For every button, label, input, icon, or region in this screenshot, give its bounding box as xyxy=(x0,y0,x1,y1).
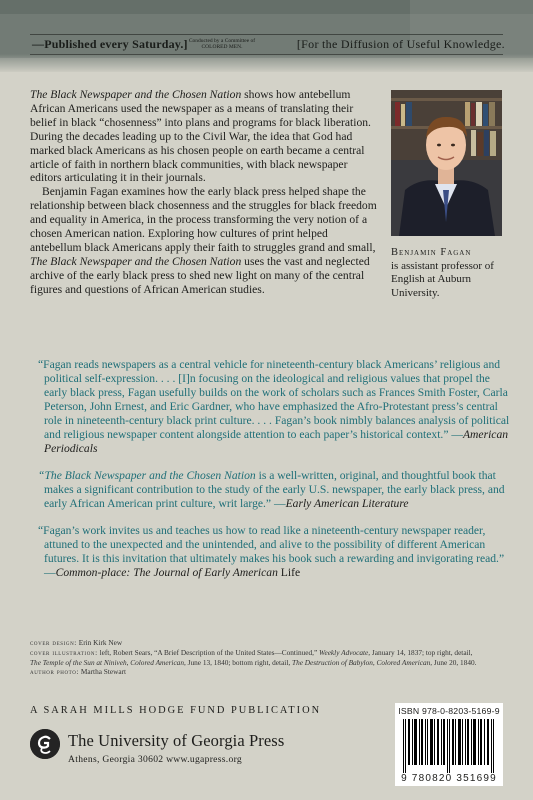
credit-publication: Colored American xyxy=(376,657,431,667)
description-paragraph-1 xyxy=(30,88,378,185)
book-description xyxy=(30,88,378,297)
description-text-1: shows how antebellum African Americans used the newspaper as a means of translating their belief in black “chosenness” into plans and programs for black liberation. During the decades leading up to the Civil War, the idea that God had marked black Americans as his chosen people on earth became a central article of faith in northern black communities, with black newspaper editors articulating it in their journals. xyxy=(30,88,371,185)
quote-source: Early American Literature xyxy=(285,497,409,510)
book-title-inline: The Black Newspaper and the Chosen Nation xyxy=(30,88,242,101)
press-g-logo-icon xyxy=(30,729,60,759)
credit-value: Erin Kirk New xyxy=(78,638,123,647)
quote-lead-title: “The Black Newspaper and the Chosen Nation xyxy=(38,469,256,482)
credit-label: cover design: xyxy=(30,638,77,647)
isbn-barcode xyxy=(395,703,503,786)
barcode-bars xyxy=(401,719,497,773)
credit-text: left, Robert Sears, “A Brief Description of the United States—Continued,” xyxy=(99,647,320,657)
fund-publication-line: A SARAH MILLS HODGE FUND PUBLICATION xyxy=(30,705,322,716)
quote-source: American Periodicals xyxy=(44,428,509,455)
credit-text: , January 14, 1837; top right, detail, xyxy=(368,647,473,657)
uga-press-logo-icon xyxy=(30,729,60,759)
quote-source: Common-place: The Journal of Early American xyxy=(55,566,278,579)
masthead-committee-text: Conducted by a Committee of COLORED MEN. xyxy=(188,38,256,50)
book-title-inline-2: The Black Newspaper and the Chosen Nation xyxy=(30,254,242,268)
credit-author-photo xyxy=(30,667,480,677)
masthead-motto-text: [For the Diffusion of Useful Knowledge. xyxy=(296,37,505,51)
credit-text: , June 13, 1840; bottom right, detail, xyxy=(183,657,293,667)
masthead-rule-top xyxy=(30,34,503,35)
author-name: Benjamin Fagan xyxy=(391,247,472,258)
author-portrait-image xyxy=(391,90,502,236)
credit-value: Martha Stewart xyxy=(80,667,127,677)
masthead-fade xyxy=(0,54,533,72)
newspaper-masthead-band xyxy=(0,0,533,72)
quote-text: is a well-written, original, and thoughtful book that makes a significant contribution to the study of the early U.S. newspaper, the early black press, and early African American print culture, writ large.” — xyxy=(44,469,505,510)
press-address: Athens, Georgia 30602 www.ugapress.org xyxy=(68,754,243,765)
masthead-published-text: —Published every Saturday.] xyxy=(32,37,188,51)
credit-cover-illustration xyxy=(30,648,480,668)
quote-common-place xyxy=(30,524,510,580)
credit-artwork-title: The Temple of the Sun at Niniveh xyxy=(30,657,127,667)
praise-quotes xyxy=(30,358,510,593)
credit-publication: Colored American xyxy=(130,657,184,667)
author-bio xyxy=(391,246,511,300)
credit-text: , xyxy=(372,657,377,667)
credit-cover-design xyxy=(30,638,480,648)
author-photo xyxy=(391,90,502,236)
quote-american-periodicals xyxy=(30,358,510,456)
credit-label: cover illustration: xyxy=(30,647,98,657)
quote-text: “Fagan’s work invites us and teaches us how to read like a nineteenth-century newspaper reader, attuned to the unexpected and the unintended, and alive to the possibility of different American futures. It is this invitation that ultimately makes his book such a rewarding and invigorating read.” — xyxy=(38,524,505,579)
quote-early-american-literature xyxy=(30,469,510,511)
press-name: The University of Georgia Press xyxy=(68,731,285,750)
description-text-2b: uses the vast and neglected archive of the early black press to shed new light on many of the central figures and questions of African American studies. xyxy=(30,254,370,296)
credit-publication: Weekly Advocate xyxy=(319,647,369,657)
quote-source-tail: Life xyxy=(277,566,301,579)
masthead-strip xyxy=(32,37,505,53)
description-text-2a: Benjamin Fagan examines how the early black press helped shape the relationship between black chosenness and the struggles for black freedom and equality in America, in the process transforming the very notion of a chosen American nation. Exploring how cultures of print helped antebellum black Americans apply their faith to struggles grand and small, xyxy=(30,185,377,254)
barcode-number: 9 780820 351699 xyxy=(401,773,497,784)
isbn-text: ISBN 978-0-8203-5169-9 xyxy=(398,706,500,716)
author-bio-text: is assistant professor of English at Auburn University. xyxy=(391,259,494,299)
credit-artwork-title: The Destruction of Babylon xyxy=(292,657,373,667)
cover-credits xyxy=(30,638,480,677)
credit-label: author photo: xyxy=(30,667,80,677)
quote-text: “Fagan reads newspapers as a central vehicle for nineteenth-century black Americans’ religious and political self-expression. . . . [I]n focusing on the ideological and religious values that propel the early black press, Fagan usefully builds on the work of scholars such as Frances Smith Foster, Carla Peterson, John Ernest, and Eric Gardner, who have emphasized the Afro-Protestant press’s central role in nineteenth-century black print culture. . . . Fagan’s book nimbly balances analysis of political and religious newspaper content alongside attention to each paper’s historical context.” — xyxy=(38,358,510,441)
description-paragraph-2 xyxy=(30,185,378,296)
credit-text: , xyxy=(126,657,131,667)
credit-text: , June 20, 1840. xyxy=(430,657,477,667)
